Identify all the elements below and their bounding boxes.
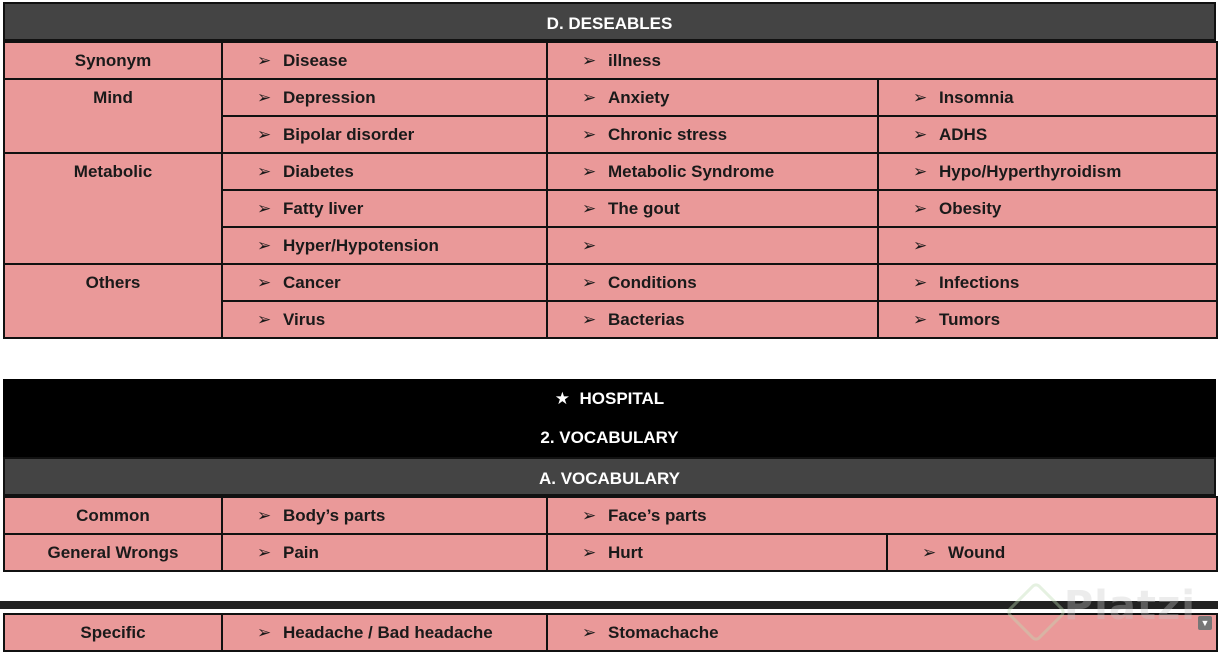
row-label: General Wrongs bbox=[4, 534, 222, 571]
bullet-arrow-icon: ➢ bbox=[257, 236, 272, 255]
hospital-section bbox=[3, 379, 1216, 572]
table-row bbox=[4, 534, 1217, 571]
row-label: Specific bbox=[4, 614, 222, 651]
bullet-arrow-icon: ➢ bbox=[582, 51, 597, 70]
list-item: ➢ Tumors bbox=[878, 301, 1217, 338]
row-label: Common bbox=[4, 497, 222, 534]
bullet-arrow-icon: ➢ bbox=[922, 543, 937, 562]
platzi-watermark: Platzi bbox=[1063, 583, 1196, 629]
list-item: ➢ Depression bbox=[222, 79, 547, 116]
bullet-arrow-icon: ➢ bbox=[582, 543, 597, 562]
list-item: ➢ Metabolic Syndrome bbox=[547, 153, 878, 190]
list-item: ➢ Bipolar disorder bbox=[222, 116, 547, 153]
bullet-arrow-icon: ➢ bbox=[257, 273, 272, 292]
bullet-arrow-icon: ➢ bbox=[257, 543, 272, 562]
section-d bbox=[3, 2, 1216, 339]
list-item: ➢ Obesity bbox=[878, 190, 1217, 227]
bullet-arrow-icon: ➢ bbox=[257, 506, 272, 525]
section-d-table bbox=[3, 41, 1218, 339]
bullet-arrow-icon: ➢ bbox=[257, 310, 272, 329]
list-item: ➢ Infections bbox=[878, 264, 1217, 301]
list-item: ➢ Hurt bbox=[547, 534, 887, 571]
hospital-heading bbox=[3, 379, 1216, 418]
list-item: ➢ Cancer bbox=[222, 264, 547, 301]
hospital-title: HOSPITAL bbox=[579, 389, 665, 408]
bullet-arrow-icon: ➢ bbox=[582, 88, 597, 107]
list-item: ➢ Body’s parts bbox=[222, 497, 547, 534]
table-row bbox=[4, 153, 1217, 190]
bullet-arrow-icon: ➢ bbox=[582, 236, 597, 255]
list-item: ➢ illness bbox=[547, 42, 1217, 79]
bullet-arrow-icon: ➢ bbox=[582, 506, 597, 525]
bullet-arrow-icon: ➢ bbox=[913, 162, 928, 181]
bullet-arrow-icon: ➢ bbox=[582, 273, 597, 292]
list-item: ➢ Headache / Bad headache bbox=[222, 614, 547, 651]
bullet-arrow-icon: ➢ bbox=[582, 623, 597, 642]
list-item: ➢ Diabetes bbox=[222, 153, 547, 190]
row-label: Synonym bbox=[4, 42, 222, 79]
bullet-arrow-icon: ➢ bbox=[257, 88, 272, 107]
list-item: ➢ Virus bbox=[222, 301, 547, 338]
bullet-arrow-icon: ➢ bbox=[257, 162, 272, 181]
row-label: Others bbox=[4, 264, 222, 338]
list-item: ➢ Disease bbox=[222, 42, 547, 79]
table-row bbox=[4, 264, 1217, 301]
list-item: ➢ Fatty liver bbox=[222, 190, 547, 227]
list-item: ➢ Anxiety bbox=[547, 79, 878, 116]
list-item: ➢ Hyper/Hypotension bbox=[222, 227, 547, 264]
list-item: ➢ The gout bbox=[547, 190, 878, 227]
star-icon: ★ bbox=[554, 389, 571, 408]
bullet-arrow-icon: ➢ bbox=[913, 273, 928, 292]
list-item: ➢ Stomachache bbox=[547, 614, 1217, 651]
list-item: ➢ Bacterias bbox=[547, 301, 878, 338]
bullet-arrow-icon: ➢ bbox=[582, 310, 597, 329]
row-label: Mind bbox=[4, 79, 222, 153]
bullet-arrow-icon: ➢ bbox=[582, 125, 597, 144]
section-a-title: A. VOCABULARY bbox=[3, 457, 1216, 496]
list-item bbox=[547, 227, 878, 264]
list-item: ➢ ADHS bbox=[878, 116, 1217, 153]
list-item: ➢ Hypo/Hyperthyroidism bbox=[878, 153, 1217, 190]
bullet-arrow-icon: ➢ bbox=[913, 236, 928, 255]
list-item: ➢ Chronic stress bbox=[547, 116, 878, 153]
bullet-arrow-icon: ➢ bbox=[257, 125, 272, 144]
bullet-arrow-icon: ➢ bbox=[582, 199, 597, 218]
row-label: Metabolic bbox=[4, 153, 222, 264]
list-item: ➢ Wound bbox=[887, 534, 1217, 571]
list-item: ➢ Conditions bbox=[547, 264, 878, 301]
bullet-arrow-icon: ➢ bbox=[257, 199, 272, 218]
list-item: ➢ Pain bbox=[222, 534, 547, 571]
bullet-arrow-icon: ➢ bbox=[913, 310, 928, 329]
vocabulary-heading: 2. VOCABULARY bbox=[3, 418, 1216, 457]
bullet-arrow-icon: ➢ bbox=[257, 623, 272, 642]
table-row bbox=[4, 42, 1217, 79]
bullet-arrow-icon: ➢ bbox=[913, 125, 928, 144]
bullet-arrow-icon: ➢ bbox=[913, 199, 928, 218]
list-item: ➢ Face’s parts bbox=[547, 497, 1217, 534]
list-item bbox=[878, 227, 1217, 264]
table-row bbox=[4, 79, 1217, 116]
section-d-title: D. DESEABLES bbox=[3, 2, 1216, 41]
bullet-arrow-icon: ➢ bbox=[582, 162, 597, 181]
caret-down-icon[interactable]: ▼ bbox=[1198, 616, 1212, 630]
list-item: ➢ Insomnia bbox=[878, 79, 1217, 116]
table-row bbox=[4, 497, 1217, 534]
section-a-table bbox=[3, 496, 1218, 572]
bullet-arrow-icon: ➢ bbox=[913, 88, 928, 107]
bullet-arrow-icon: ➢ bbox=[257, 51, 272, 70]
